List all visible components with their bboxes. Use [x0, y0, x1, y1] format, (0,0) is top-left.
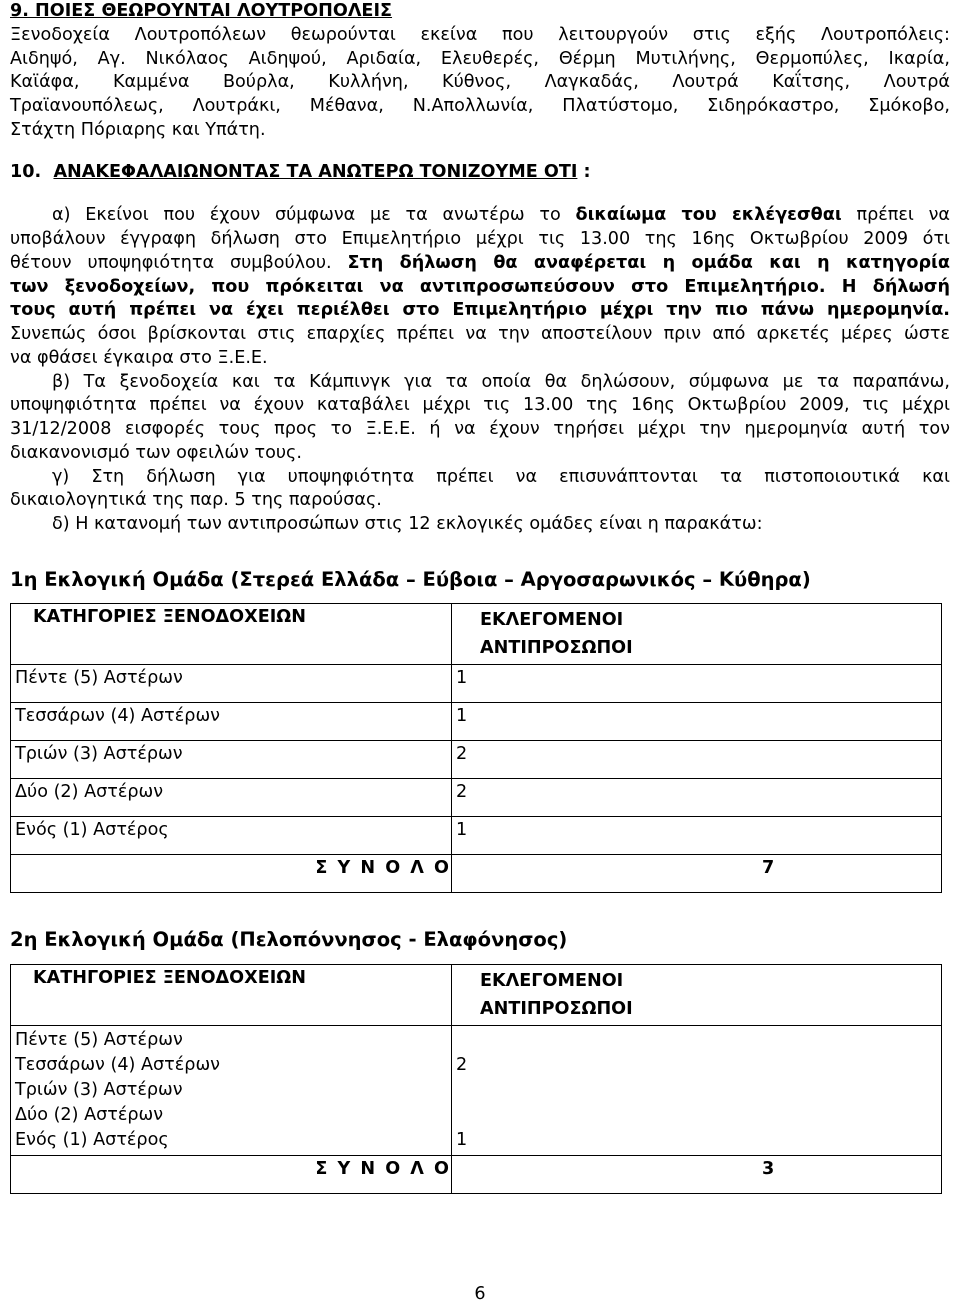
paragraph-c: [10, 466, 950, 514]
table-header-row: [11, 964, 942, 1025]
paragraph-a-line-7: να φθάσει έγκαιρα στο Ξ.Ε.Ε.: [10, 347, 268, 368]
text-run: θέτουν υποψηφιότητα συμβούλου.: [10, 252, 348, 273]
paragraph-c-line-1: γ) Στη δήλωση για υποψηφιότητα πρέπει να επισυνάπτονται τα πιστοποιουτικά και: [52, 466, 950, 487]
total-label: Σ Υ Ν Ο Λ Ο: [11, 855, 452, 893]
table-row: [11, 817, 942, 855]
page-number: 6: [474, 1284, 486, 1304]
header-representatives-line-2: ΑΝΤΙΠΡΟΣΩΠΟΙ: [480, 638, 633, 659]
document-page: [10, 0, 950, 1194]
paragraph-b-line-1: β) Τα ξενοδοχεία και τα Κάμπινγκ για τα οποία θα δηλώσουν, σύμφωνα με τα παραπάνω,: [52, 371, 950, 392]
category-item: Ενός (1) Αστέρος: [15, 1129, 169, 1150]
section-9-line-3: Καϊάφα, Καμμένα Βούρλα, Κυλλήνη, Κύθνος, Λαγκαδάς, Λουτρά Καΐτσης, Λουτρά: [10, 72, 950, 93]
section-9-line-1: Ξενοδοχεία Λουτροπόλεων θεωρούνται εκείνα που λειτουργούν στις εξής Λουτροπόλεις:: [10, 24, 950, 45]
paragraph-d-line-1: δ) Η κατανομή των αντιπροσώπων στις 12 εκλογικές ομάδες είναι η παρακάτω:: [52, 514, 763, 534]
total-value: 3: [452, 1155, 942, 1193]
section-9-line-5: Στάχτη Πόριαρης και Υπάτη.: [10, 119, 266, 140]
header-categories: ΚΑΤΗΓΟΡΙΕΣ ΞΕΝΟΔΟΧΕΙΩΝ: [11, 604, 452, 665]
group-2-table: [10, 964, 942, 1194]
header-categories: ΚΑΤΗΓΟΡΙΕΣ ΞΕΝΟΔΟΧΕΙΩΝ: [11, 964, 452, 1025]
category-cell: Ενός (1) Αστέρος: [11, 817, 452, 855]
section-10-title: ΑΝΑΚΕΦΑΛΑΙΩΝΟΝΤΑΣ ΤΑ ΑΝΩΤΕΡΩ ΤΟΝΙΖΟΥΜΕ ΟΤΙ: [53, 161, 578, 182]
table-row: [11, 779, 942, 817]
category-item: Δύο (2) Αστέρων: [15, 1104, 164, 1125]
count-item: [456, 1078, 937, 1103]
count-cell: 2: [452, 741, 942, 779]
count-list-cell: [452, 1025, 942, 1155]
group-1-title: 1η Εκλογική Ομάδα (Στερεά Ελλάδα – Εύβοια – Αργοσαρωνικός – Κύθηρα): [10, 567, 811, 591]
header-representatives: [452, 964, 942, 1025]
header-representatives-line-1: ΕΚΛΕΓΟΜΕΝΟΙ: [480, 610, 624, 631]
table-row: [11, 741, 942, 779]
count-cell: 1: [452, 703, 942, 741]
section-9-line-2: Αιδηψό, Αγ. Νικόλαος Αιδηψού, Αριδαία, Ελευθερές, Θέρμη Μυτιλήνης, Θερμοπύλες, Ικαρία,: [10, 48, 950, 69]
header-representatives-line-1: ΕΚΛΕΓΟΜΕΝΟΙ: [480, 970, 624, 991]
group-2-title: 2η Εκλογική Ομάδα (Πελοπόννησος - Ελαφόνησος): [10, 928, 568, 952]
paragraph-a-line-4: των ξενοδοχείων, που πρόκειται να αντιπροσωπεύσουν στο Επιμελητήριο. Η δήλωσή: [10, 276, 950, 297]
count-item: 1: [456, 1129, 468, 1150]
count-item: [456, 1028, 937, 1053]
table-body-row: [11, 1025, 942, 1155]
category-list-cell: [11, 1025, 452, 1155]
paragraph-b: [10, 371, 950, 466]
paragraph-b-line-3: 31/12/2008 εισφορές τους προς το Ξ.Ε.Ε. ή να έχουν τηρήσει μέχρι την ημερομηνία αυτή τον: [10, 419, 950, 439]
table-total-row: [11, 1155, 942, 1193]
text-run: πρέπει να: [841, 205, 950, 226]
paragraph-d: [10, 513, 950, 537]
table-header-row: [11, 604, 942, 665]
table-total-row: [11, 855, 942, 893]
total-label: Σ Υ Ν Ο Λ Ο: [11, 1155, 452, 1193]
count-cell: 2: [452, 779, 942, 817]
section-9-heading: 9. ΠΟΙΕΣ ΘΕΩΡΟΥΝΤΑΙ ΛΟΥΤΡΟΠΟΛΕΙΣ: [10, 1, 393, 21]
paragraph-a-line-6: Συνεπώς όσοι βρίσκονται στις επαρχίες πρέπει να την αποστείλουν πριν από αρκετές μέρες ώστε: [10, 324, 950, 344]
paragraph-a-line-2: υποβάλουν έγγραφη δήλωση στο Επιμελητήριο μέχρι τις 13.00 της 16ης Οκτωβρίου 2009 ότι: [10, 229, 950, 249]
paragraph-a-line-3: [10, 252, 950, 276]
category-cell: Τριών (3) Αστέρων: [11, 741, 452, 779]
paragraph-a: [10, 204, 950, 370]
paragraph-c-line-2: δικαιολογητικά της παρ. 5 της παρούσας.: [10, 490, 382, 511]
total-value: 7: [452, 855, 942, 893]
group-1-table: [10, 603, 942, 893]
paragraph-a-line-5: τους αυτή πρέπει να έχει περιέλθει στο Επιμελητήριο μέχρι την πιο πάνω ημερομηνία.: [10, 300, 950, 321]
section-10-heading: [10, 161, 950, 185]
table-row: [11, 665, 942, 703]
paragraph-b-line-2: υποψηφιότητα πρέπει να έχουν καταβάλει μέχρι τις 13.00 της 16ης Οκτωβρίου 2009, τις μέχρι: [10, 395, 950, 416]
category-cell: Τεσσάρων (4) Αστέρων: [11, 703, 452, 741]
paragraph-a-line-1: [10, 204, 950, 228]
section-9-line-4: Τραϊανουπόλεως, Λουτράκι, Μέθανα, Ν.Απολλωνία, Πλατύστομο, Σιδηρόκαστρο, Σμόκοβο,: [10, 96, 950, 116]
category-cell: Πέντε (5) Αστέρων: [11, 665, 452, 703]
table-row: [11, 703, 942, 741]
category-item: Πέντε (5) Αστέρων: [15, 1029, 183, 1050]
section-10-colon: :: [577, 161, 591, 182]
bold-run: δικαίωμα του εκλέγεσθαι: [575, 205, 842, 226]
section-10-number: 10.: [10, 161, 42, 182]
bold-run: Στη δήλωση θα αναφέρεται η ομάδα και η κατηγορία: [347, 252, 950, 273]
paragraph-b-line-4: διακανονισμό των οφειλών τους.: [10, 442, 302, 463]
count-item: 2: [456, 1054, 468, 1075]
count-cell: 1: [452, 665, 942, 703]
category-item: Τεσσάρων (4) Αστέρων: [15, 1054, 221, 1075]
header-representatives: [452, 604, 942, 665]
text-run: α) Εκείνοι που έχουν σύμφωνα με τα ανωτέρω το: [52, 205, 576, 226]
category-item: Τριών (3) Αστέρων: [15, 1079, 183, 1100]
count-item: [456, 1103, 937, 1128]
count-cell: 1: [452, 817, 942, 855]
header-representatives-line-2: ΑΝΤΙΠΡΟΣΩΠΟΙ: [480, 998, 633, 1019]
category-cell: Δύο (2) Αστέρων: [11, 779, 452, 817]
